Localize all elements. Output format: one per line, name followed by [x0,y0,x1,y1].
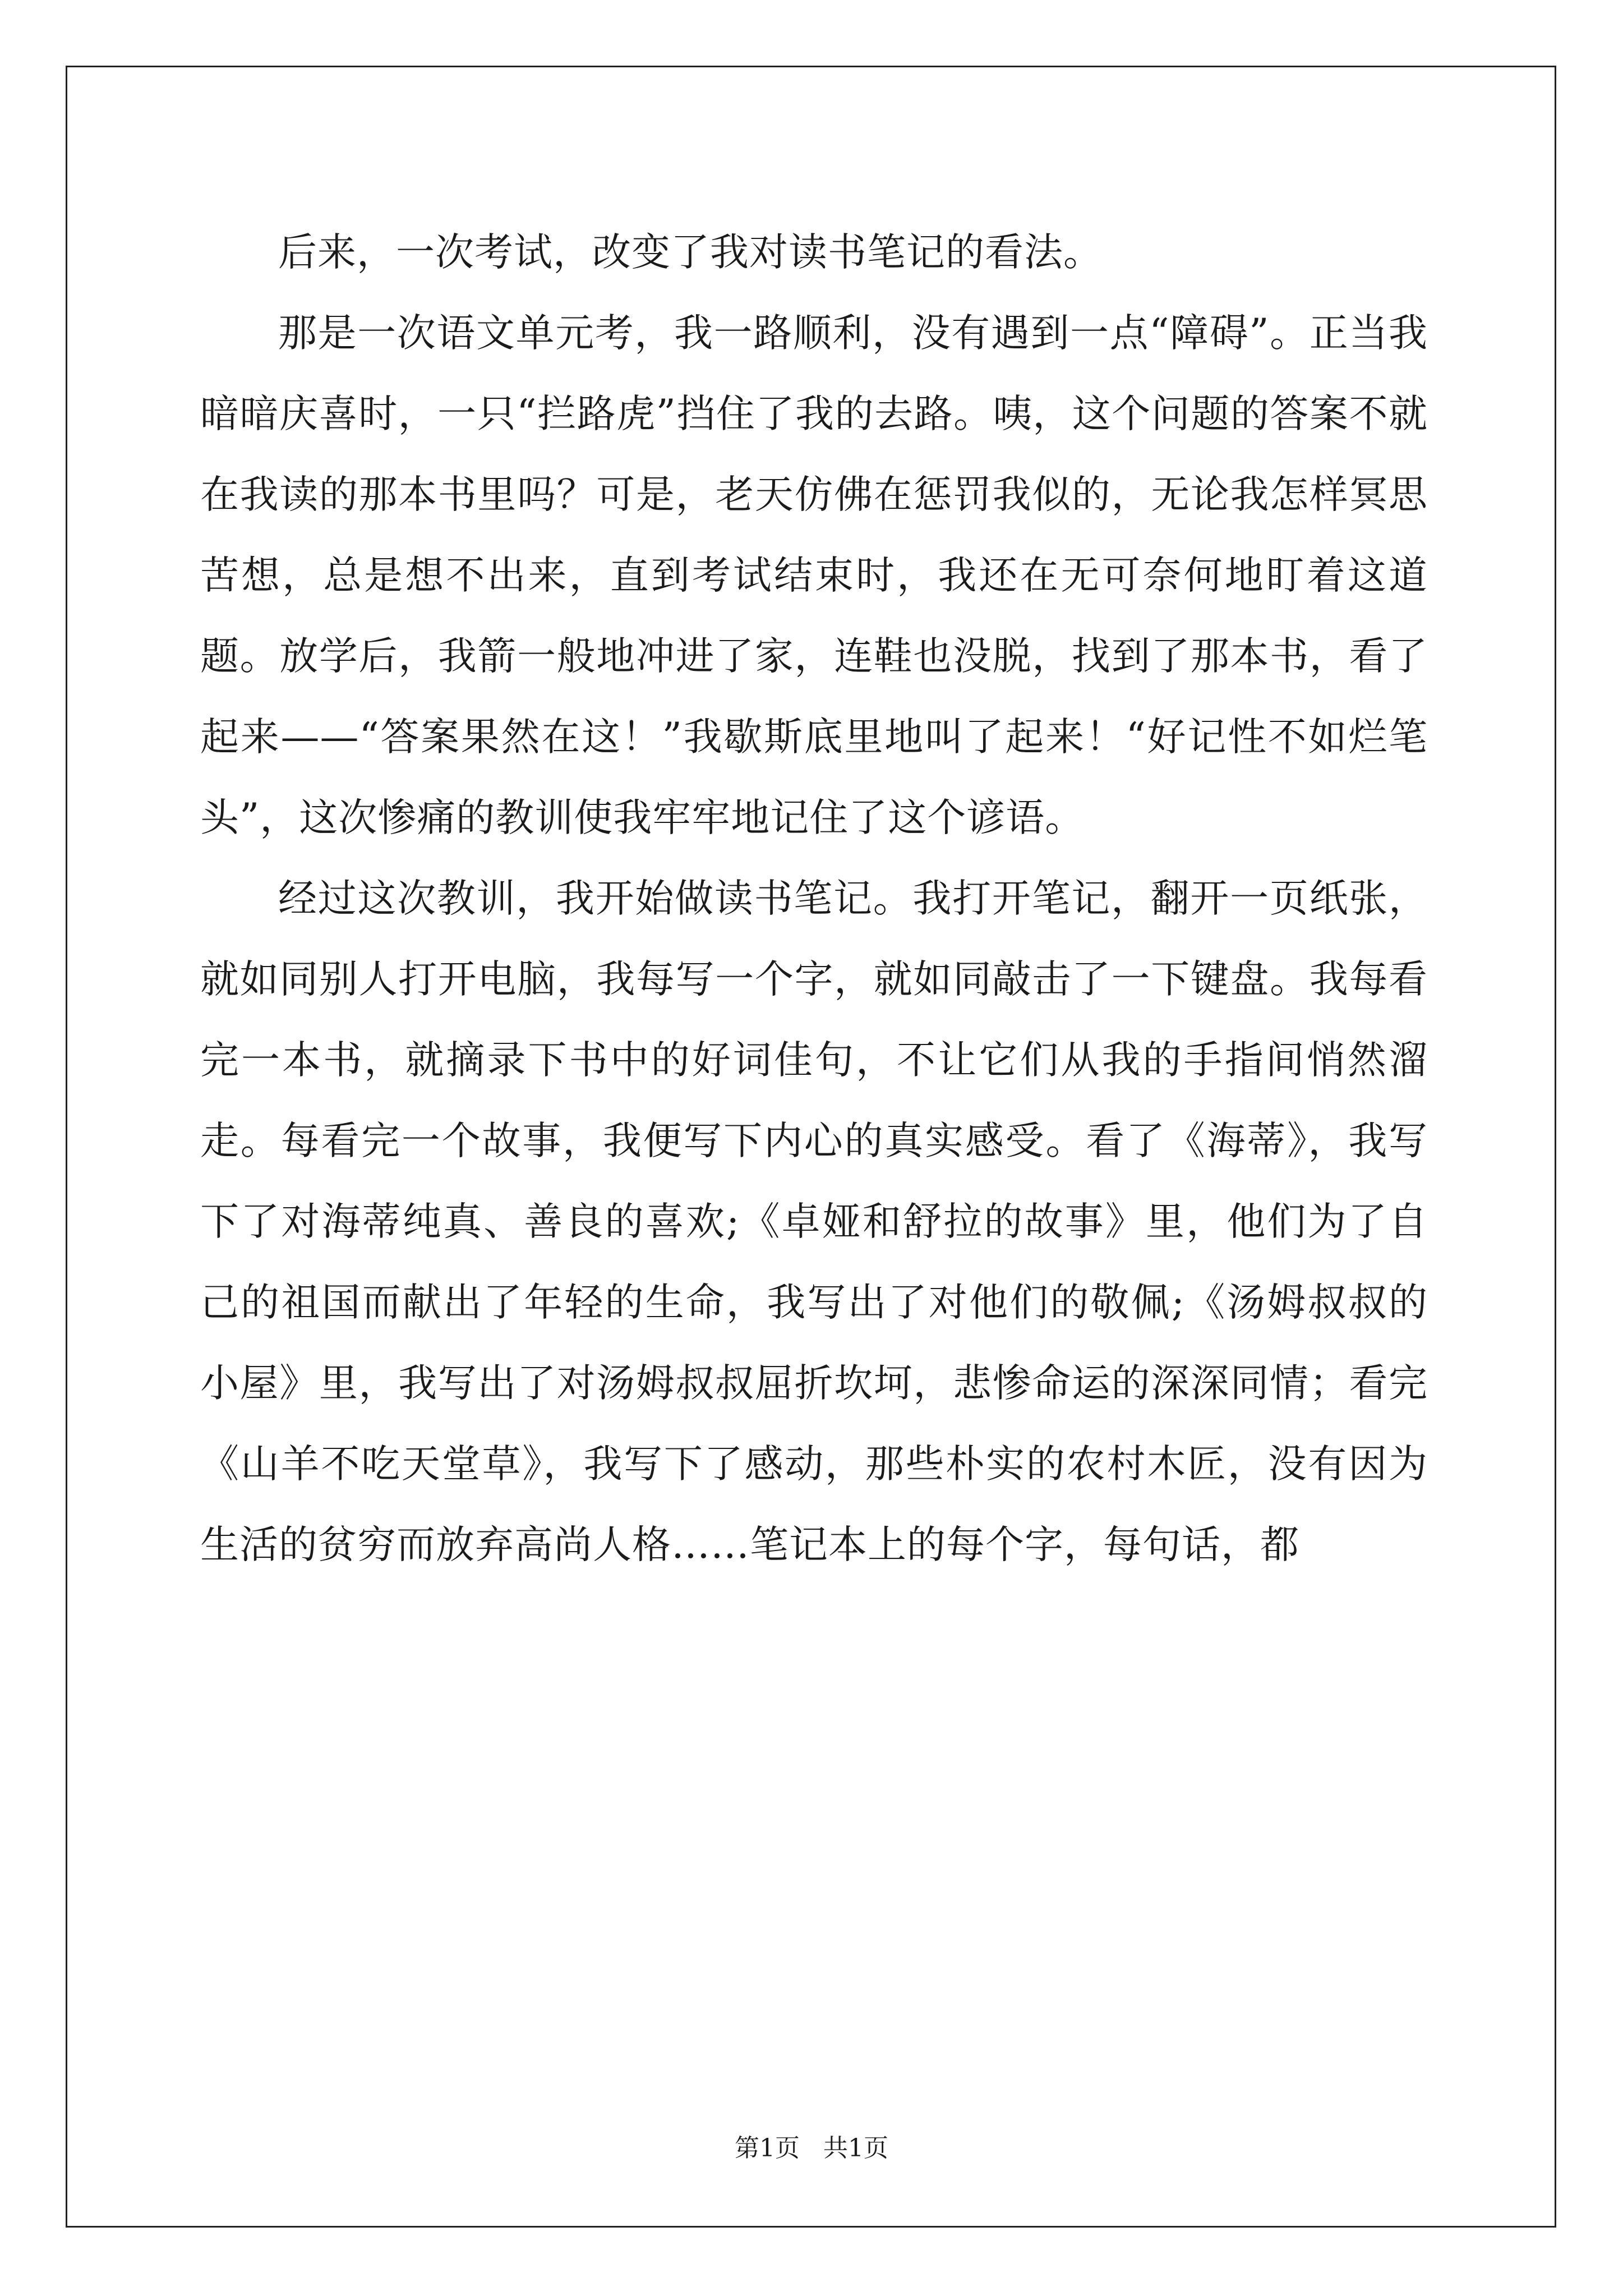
paragraph-3: 经过这次教训，我开始做读书笔记。我打开笔记，翻开一页纸张，就如同别人打开电脑，我每写一个字，就如同敲击了一下键盘。我每看完一本书，就摘录下书中的好词佳句，不让它们从我的手指间悄然溜走。每看完一个故事，我便写下内心的真实感受。看了《海蒂》，我写下了对海蒂纯真、善良的喜欢;《卓娅和舒拉的故事》里，他们为了自己的祖国而献出了年轻的生命，我写出了对他们的敬佩;《汤姆叔叔的小屋》里，我写出了对汤姆叔叔屈折坎坷，悲惨命运的深深同情；看完《山羊不吃天堂草》，我写下了感动，那些朴实的农村木匠，没有因为生活的贫穷而放弃高尚人格……笔记本上的每个字，每句话，都 [200,876,1428,1567]
paragraph-2: 那是一次语文单元考，我一路顺利，没有遇到一点“障碍”。正当我暗暗庆喜时，一只“拦路虎”挡住了我的去路。咦，这个问题的答案不就在我读的那本书里吗？可是，老天仿佛在惩罚我似的，无论我怎样冥思苦想，总是想不出来，直到考试结束时，我还在无可奈何地盯着这道题。放学后，我箭一般地冲进了家，连鞋也没脱，找到了那本书，看了起来——“答案果然在这！”我歇斯底里地叫了起来！“好记性不如烂笔头”，这次惨痛的教训使我牢牢地记住了这个谚语。 [200,311,1428,840]
page-number-footer: 第1页 共1页 [735,2134,888,2162]
document-body [200,212,1428,1585]
paragraph-1: 后来，一次考试，改变了我对读书笔记的看法。 [278,230,1103,275]
